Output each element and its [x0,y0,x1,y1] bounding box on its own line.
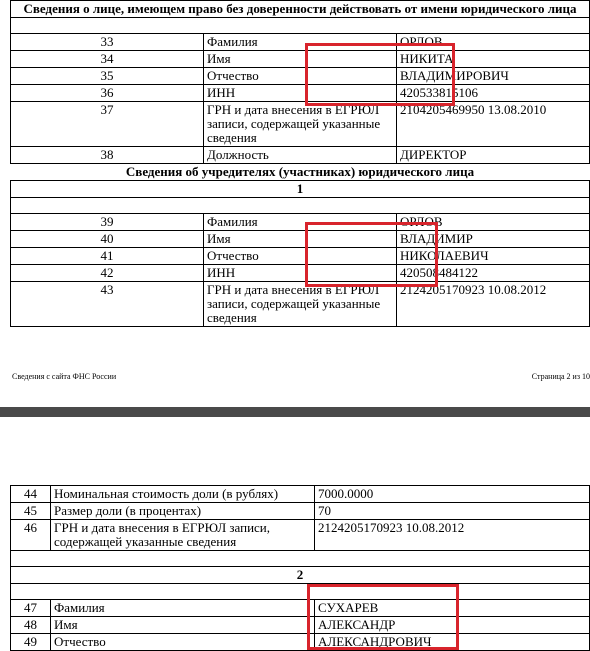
field-label: ГРН и дата внесения в ЕГРЮЛ записи, содержащей указанные сведения [204,282,397,327]
field-value: НИКИТА [397,51,590,68]
field-label: Имя [204,51,397,68]
field-value: НИКОЛАЕВИЧ [397,248,590,265]
row-number: 33 [11,34,204,51]
field-value: ОРЛОВ [397,214,590,231]
section-title: Сведения о лице, имеющем право без доверенности действовать от имени юридического лица [11,1,590,18]
footer-page-number: Страница 2 из 10 [531,372,590,381]
page-separator [0,407,590,417]
row-number: 43 [11,282,204,327]
row-number: 47 [11,600,51,617]
field-value: ОРЛОВ [397,34,590,51]
field-label: Фамилия [204,214,397,231]
field-value: 420508484122 [397,265,590,282]
field-value: СУХАРЕВ [315,600,590,617]
field-label: ГРН и дата внесения в ЕГРЮЛ записи, содержащей указанные сведения [51,520,315,551]
document-page-bottom [0,417,590,650]
field-label: Фамилия [51,600,315,617]
table-row [11,102,590,147]
field-value: 2124205170923 10.08.2012 [397,282,590,327]
table-row [11,85,590,102]
field-label: ИНН [204,85,397,102]
row-number: 49 [11,634,51,651]
row-number: 36 [11,85,204,102]
table-row [11,634,590,651]
table-row [11,248,590,265]
founders-header-row [11,164,590,181]
field-label: Отчество [51,634,315,651]
field-label: Имя [204,231,397,248]
row-number: 39 [11,214,204,231]
field-value: 420533815106 [397,85,590,102]
founder-index-row [11,567,590,584]
row-number: 38 [11,147,204,164]
footer-source: Сведения с сайта ФНС России [12,372,117,381]
field-value: ВЛАДИМИР [397,231,590,248]
director-info-table [10,0,590,327]
field-label: Должность [204,147,397,164]
empty-row [11,18,590,34]
table-row [11,51,590,68]
founder-share-table [10,485,590,651]
founder-index: 1 [11,181,590,198]
field-value: 70 [315,503,590,520]
founder-index-row [11,181,590,198]
founder-index: 2 [11,567,590,584]
row-number: 40 [11,231,204,248]
table-row [11,34,590,51]
table-row [11,214,590,231]
empty-row [11,584,590,600]
table-row [11,68,590,85]
table-row [11,600,590,617]
field-label: Имя [51,617,315,634]
field-label: ИНН [204,265,397,282]
table-row [11,282,590,327]
row-number: 44 [11,486,51,503]
field-value: 2124205170923 10.08.2012 [315,520,590,551]
field-value: 7000.0000 [315,486,590,503]
field-label: Отчество [204,68,397,85]
row-number: 42 [11,265,204,282]
row-number: 48 [11,617,51,634]
field-value: АЛЕКСАНДРОВИЧ [315,634,590,651]
row-number: 46 [11,520,51,551]
row-number: 41 [11,248,204,265]
table-row [11,231,590,248]
founders-title: Сведения об учредителях (участниках) юридического лица [11,164,590,181]
field-label: ГРН и дата внесения в ЕГРЮЛ записи, содержащей указанные сведения [204,102,397,147]
row-number: 37 [11,102,204,147]
empty-row [11,551,590,567]
field-label: Номинальная стоимость доли (в рублях) [51,486,315,503]
table-row [11,147,590,164]
table-row [11,503,590,520]
empty-row [11,198,590,214]
table-row [11,486,590,503]
field-value: 2104205469950 13.08.2010 [397,102,590,147]
field-value: ДИРЕКТОР [397,147,590,164]
field-label: Отчество [204,248,397,265]
row-number: 45 [11,503,51,520]
table-row [11,520,590,551]
field-label: Фамилия [204,34,397,51]
section-header-row [11,1,590,18]
field-value: АЛЕКСАНДР [315,617,590,634]
field-value: ВЛАДИМИРОВИЧ [397,68,590,85]
row-number: 34 [11,51,204,68]
table-row [11,617,590,634]
field-label: Размер доли (в процентах) [51,503,315,520]
row-number: 35 [11,68,204,85]
table-row [11,265,590,282]
